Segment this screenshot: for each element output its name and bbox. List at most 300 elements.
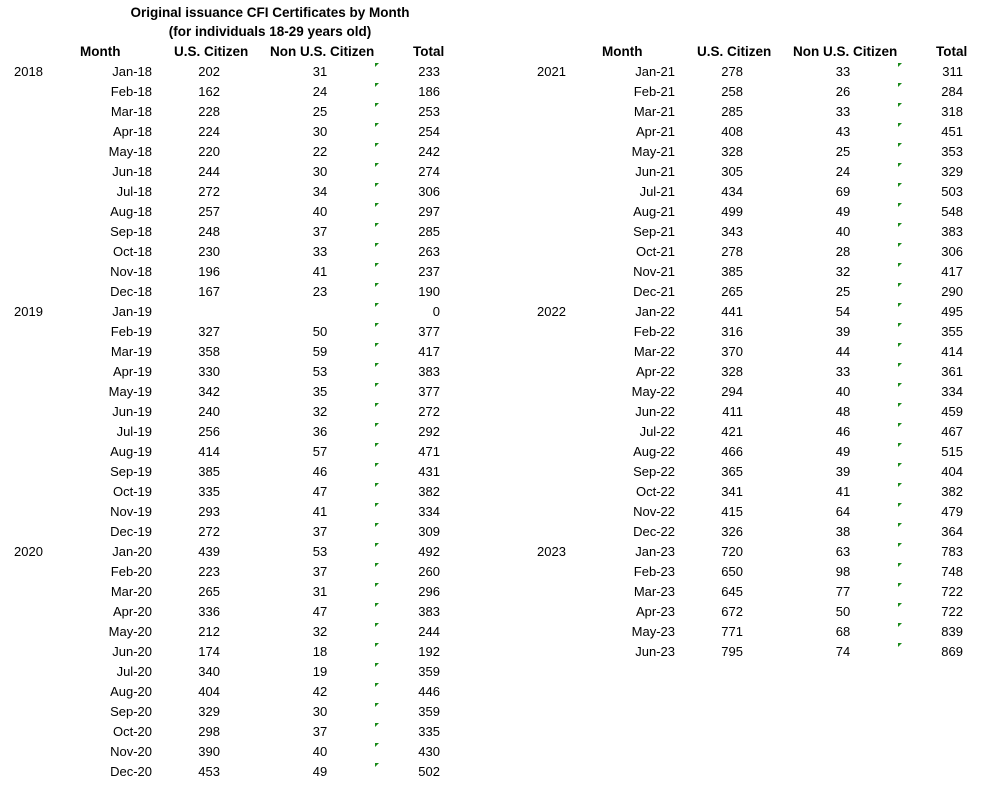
non-us-citizen-cell: 43 bbox=[835, 124, 851, 139]
non-us-citizen-cell: 25 bbox=[835, 284, 851, 299]
month-cell: May-21 bbox=[631, 144, 675, 159]
total-cell: 318 bbox=[941, 104, 963, 119]
cell-indicator-icon bbox=[375, 423, 379, 427]
cell-indicator-icon bbox=[375, 703, 379, 707]
non-us-citizen-cell: 36 bbox=[312, 424, 328, 439]
month-cell: Feb-20 bbox=[110, 564, 152, 579]
total-cell: 284 bbox=[941, 84, 963, 99]
month-cell: Apr-19 bbox=[112, 364, 152, 379]
us-citizen-cell: 294 bbox=[721, 384, 743, 399]
month-cell: Oct-22 bbox=[635, 484, 675, 499]
us-citizen-cell: 272 bbox=[198, 524, 220, 539]
total-cell: 329 bbox=[941, 164, 963, 179]
total-cell: 515 bbox=[941, 444, 963, 459]
us-citizen-cell: 434 bbox=[721, 184, 743, 199]
us-citizen-cell: 328 bbox=[721, 144, 743, 159]
month-cell: Jun-18 bbox=[112, 164, 152, 179]
month-cell: Dec-22 bbox=[633, 524, 675, 539]
total-cell: 417 bbox=[941, 264, 963, 279]
header-total: Total bbox=[413, 44, 445, 59]
non-us-citizen-cell: 68 bbox=[835, 624, 851, 639]
us-citizen-cell: 220 bbox=[198, 144, 220, 159]
total-cell: 471 bbox=[418, 444, 440, 459]
total-cell: 311 bbox=[942, 64, 963, 79]
total-cell: 459 bbox=[941, 404, 963, 419]
cell-indicator-icon bbox=[375, 83, 379, 87]
us-citizen-cell: 358 bbox=[198, 344, 220, 359]
month-cell: Feb-19 bbox=[110, 324, 152, 339]
month-cell: Aug-20 bbox=[110, 684, 152, 699]
total-cell: 446 bbox=[418, 684, 440, 699]
total-cell: 335 bbox=[418, 724, 440, 739]
us-citizen-cell: 390 bbox=[198, 744, 220, 759]
us-citizen-cell: 326 bbox=[721, 524, 743, 539]
total-cell: 359 bbox=[418, 664, 440, 679]
us-citizen-cell: 341 bbox=[721, 484, 743, 499]
cell-indicator-icon bbox=[375, 683, 379, 687]
cell-indicator-icon bbox=[898, 323, 902, 327]
non-us-citizen-cell: 49 bbox=[312, 764, 328, 779]
cell-indicator-icon bbox=[898, 503, 902, 507]
total-cell: 192 bbox=[418, 644, 440, 659]
month-cell: Jun-23 bbox=[635, 644, 675, 659]
month-cell: Jan-21 bbox=[635, 64, 675, 79]
total-cell: 260 bbox=[418, 564, 440, 579]
us-citizen-cell: 421 bbox=[721, 424, 743, 439]
cell-indicator-icon bbox=[375, 63, 379, 67]
us-citizen-cell: 650 bbox=[721, 564, 743, 579]
month-cell: Nov-19 bbox=[110, 504, 152, 519]
month-cell: Jul-19 bbox=[116, 424, 152, 439]
cell-indicator-icon bbox=[375, 483, 379, 487]
total-cell: 334 bbox=[941, 384, 963, 399]
non-us-citizen-cell: 50 bbox=[312, 324, 328, 339]
us-citizen-cell: 162 bbox=[198, 84, 220, 99]
us-citizen-cell: 672 bbox=[721, 604, 743, 619]
cell-indicator-icon bbox=[898, 63, 902, 67]
us-citizen-cell: 329 bbox=[198, 704, 220, 719]
us-citizen-cell: 771 bbox=[721, 624, 743, 639]
month-cell: Nov-18 bbox=[110, 264, 152, 279]
year-label: 2021 bbox=[537, 64, 566, 79]
non-us-citizen-cell: 23 bbox=[312, 284, 328, 299]
month-cell: Dec-19 bbox=[110, 524, 152, 539]
us-citizen-cell: 370 bbox=[721, 344, 743, 359]
total-cell: 359 bbox=[418, 704, 440, 719]
month-cell: Mar-19 bbox=[110, 344, 152, 359]
us-citizen-cell: 453 bbox=[198, 764, 220, 779]
header-total: Total bbox=[936, 44, 968, 59]
header-us-citizen: U.S. Citizen bbox=[174, 44, 249, 59]
cell-indicator-icon bbox=[375, 503, 379, 507]
us-citizen-cell: 328 bbox=[721, 364, 743, 379]
cell-indicator-icon bbox=[898, 163, 902, 167]
non-us-citizen-cell: 30 bbox=[312, 124, 328, 139]
us-citizen-cell: 278 bbox=[721, 64, 743, 79]
month-cell: Nov-20 bbox=[110, 744, 152, 759]
us-citizen-cell: 258 bbox=[721, 84, 743, 99]
cell-indicator-icon bbox=[375, 623, 379, 627]
us-citizen-cell: 441 bbox=[721, 304, 743, 319]
non-us-citizen-cell: 32 bbox=[835, 264, 851, 279]
year-label: 2023 bbox=[537, 544, 566, 559]
cell-indicator-icon bbox=[375, 143, 379, 147]
cell-indicator-icon bbox=[898, 483, 902, 487]
month-cell: Oct-21 bbox=[635, 244, 675, 259]
non-us-citizen-cell: 47 bbox=[312, 604, 328, 619]
cell-indicator-icon bbox=[898, 443, 902, 447]
cell-indicator-icon bbox=[898, 83, 902, 87]
non-us-citizen-cell: 31 bbox=[312, 64, 328, 79]
month-cell: Apr-20 bbox=[112, 604, 152, 619]
cell-indicator-icon bbox=[375, 643, 379, 647]
us-citizen-cell: 415 bbox=[721, 504, 743, 519]
month-cell: Oct-19 bbox=[112, 484, 152, 499]
cell-indicator-icon bbox=[898, 103, 902, 107]
total-cell: 297 bbox=[418, 204, 440, 219]
non-us-citizen-cell: 53 bbox=[312, 364, 328, 379]
cell-indicator-icon bbox=[898, 223, 902, 227]
total-cell: 748 bbox=[941, 564, 963, 579]
non-us-citizen-cell: 46 bbox=[312, 464, 328, 479]
cell-indicator-icon bbox=[375, 443, 379, 447]
us-citizen-cell: 265 bbox=[721, 284, 743, 299]
us-citizen-cell: 720 bbox=[721, 544, 743, 559]
non-us-citizen-cell: 57 bbox=[312, 444, 328, 459]
us-citizen-cell: 385 bbox=[721, 264, 743, 279]
non-us-citizen-cell: 32 bbox=[312, 624, 328, 639]
total-cell: 382 bbox=[941, 484, 963, 499]
month-cell: Apr-18 bbox=[112, 124, 152, 139]
cell-indicator-icon bbox=[375, 243, 379, 247]
total-cell: 722 bbox=[941, 604, 963, 619]
month-cell: Dec-21 bbox=[633, 284, 675, 299]
month-cell: Jun-19 bbox=[112, 404, 152, 419]
month-cell: Jun-21 bbox=[635, 164, 675, 179]
us-citizen-cell: 244 bbox=[198, 164, 220, 179]
us-citizen-cell: 265 bbox=[198, 584, 220, 599]
month-cell: Jan-19 bbox=[112, 304, 152, 319]
cell-indicator-icon bbox=[375, 563, 379, 567]
us-citizen-cell: 439 bbox=[198, 544, 220, 559]
total-cell: 783 bbox=[941, 544, 963, 559]
month-cell: Nov-21 bbox=[633, 264, 675, 279]
non-us-citizen-cell: 37 bbox=[312, 724, 328, 739]
month-cell: Dec-18 bbox=[110, 284, 152, 299]
non-us-citizen-cell: 33 bbox=[835, 64, 851, 79]
us-citizen-cell: 330 bbox=[198, 364, 220, 379]
us-citizen-cell: 196 bbox=[198, 264, 220, 279]
cell-indicator-icon bbox=[375, 363, 379, 367]
non-us-citizen-cell: 33 bbox=[312, 244, 328, 259]
total-cell: 502 bbox=[418, 764, 440, 779]
month-cell: Apr-21 bbox=[635, 124, 675, 139]
us-citizen-cell: 645 bbox=[721, 584, 743, 599]
month-cell: Jul-20 bbox=[116, 664, 152, 679]
total-cell: 430 bbox=[418, 744, 440, 759]
total-cell: 479 bbox=[941, 504, 963, 519]
non-us-citizen-cell: 49 bbox=[835, 204, 851, 219]
total-cell: 382 bbox=[418, 484, 440, 499]
cell-indicator-icon bbox=[375, 183, 379, 187]
total-cell: 377 bbox=[418, 324, 440, 339]
total-cell: 272 bbox=[418, 404, 440, 419]
non-us-citizen-cell bbox=[290, 302, 350, 322]
non-us-citizen-cell: 44 bbox=[835, 344, 851, 359]
us-citizen-cell: 499 bbox=[721, 204, 743, 219]
non-us-citizen-cell: 24 bbox=[835, 164, 851, 179]
non-us-citizen-cell: 46 bbox=[835, 424, 851, 439]
non-us-citizen-cell: 40 bbox=[835, 224, 851, 239]
cell-indicator-icon bbox=[375, 543, 379, 547]
total-cell: 383 bbox=[418, 604, 440, 619]
non-us-citizen-cell: 49 bbox=[835, 444, 851, 459]
total-cell: 296 bbox=[418, 584, 440, 599]
us-citizen-cell: 305 bbox=[721, 164, 743, 179]
cell-indicator-icon bbox=[898, 563, 902, 567]
non-us-citizen-cell: 39 bbox=[835, 464, 851, 479]
month-cell: Apr-23 bbox=[635, 604, 675, 619]
month-cell: May-20 bbox=[108, 624, 152, 639]
non-us-citizen-cell: 64 bbox=[835, 504, 851, 519]
cell-indicator-icon bbox=[898, 343, 902, 347]
total-cell: 451 bbox=[941, 124, 963, 139]
header-month: Month bbox=[80, 44, 121, 59]
cell-indicator-icon bbox=[375, 303, 379, 307]
us-citizen-cell: 174 bbox=[198, 644, 220, 659]
non-us-citizen-cell: 25 bbox=[312, 104, 328, 119]
us-citizen-cell: 411 bbox=[722, 404, 743, 419]
total-cell: 253 bbox=[418, 104, 440, 119]
non-us-citizen-cell: 19 bbox=[312, 664, 328, 679]
us-citizen-cell: 414 bbox=[198, 444, 220, 459]
month-cell: Feb-21 bbox=[633, 84, 675, 99]
total-cell: 417 bbox=[418, 344, 440, 359]
us-citizen-cell: 336 bbox=[198, 604, 220, 619]
cell-indicator-icon bbox=[898, 243, 902, 247]
total-cell: 237 bbox=[418, 264, 440, 279]
us-citizen-cell: 272 bbox=[198, 184, 220, 199]
month-cell: Sep-21 bbox=[633, 224, 675, 239]
cell-indicator-icon bbox=[898, 123, 902, 127]
us-citizen-cell: 466 bbox=[721, 444, 743, 459]
us-citizen-cell: 342 bbox=[198, 384, 220, 399]
cell-indicator-icon bbox=[375, 663, 379, 667]
month-cell: Mar-23 bbox=[633, 584, 675, 599]
non-us-citizen-cell: 37 bbox=[312, 224, 328, 239]
month-cell: Feb-23 bbox=[633, 564, 675, 579]
total-cell: 353 bbox=[941, 144, 963, 159]
non-us-citizen-cell: 35 bbox=[312, 384, 328, 399]
us-citizen-cell: 167 bbox=[198, 284, 220, 299]
total-cell: 361 bbox=[941, 364, 963, 379]
us-citizen-cell: 298 bbox=[198, 724, 220, 739]
total-cell: 414 bbox=[941, 344, 963, 359]
us-citizen-cell: 257 bbox=[198, 204, 220, 219]
month-cell: Aug-18 bbox=[110, 204, 152, 219]
month-cell: Dec-20 bbox=[110, 764, 152, 779]
month-cell: Mar-20 bbox=[110, 584, 152, 599]
non-us-citizen-cell: 59 bbox=[312, 344, 328, 359]
us-citizen-cell: 293 bbox=[198, 504, 220, 519]
non-us-citizen-cell: 30 bbox=[312, 164, 328, 179]
total-cell: 383 bbox=[418, 364, 440, 379]
total-cell: 495 bbox=[941, 304, 963, 319]
cell-indicator-icon bbox=[375, 723, 379, 727]
header-month: Month bbox=[602, 44, 643, 59]
total-cell: 290 bbox=[941, 284, 963, 299]
year-label: 2018 bbox=[14, 64, 43, 79]
total-cell: 404 bbox=[941, 464, 963, 479]
cell-indicator-icon bbox=[898, 203, 902, 207]
us-citizen-cell: 795 bbox=[721, 644, 743, 659]
cell-indicator-icon bbox=[375, 343, 379, 347]
cell-indicator-icon bbox=[898, 183, 902, 187]
cell-indicator-icon bbox=[898, 303, 902, 307]
month-cell: Feb-22 bbox=[633, 324, 675, 339]
us-citizen-cell: 230 bbox=[198, 244, 220, 259]
non-us-citizen-cell: 47 bbox=[312, 484, 328, 499]
non-us-citizen-cell: 25 bbox=[835, 144, 851, 159]
cell-indicator-icon bbox=[898, 623, 902, 627]
total-cell: 254 bbox=[418, 124, 440, 139]
total-cell: 869 bbox=[941, 644, 963, 659]
us-citizen-cell: 343 bbox=[721, 224, 743, 239]
cell-indicator-icon bbox=[375, 163, 379, 167]
cell-indicator-icon bbox=[898, 383, 902, 387]
cell-indicator-icon bbox=[898, 283, 902, 287]
us-citizen-cell: 316 bbox=[721, 324, 743, 339]
month-cell: Oct-20 bbox=[112, 724, 152, 739]
total-cell: 722 bbox=[941, 584, 963, 599]
us-citizen-cell: 404 bbox=[198, 684, 220, 699]
total-cell: 355 bbox=[941, 324, 963, 339]
non-us-citizen-cell: 77 bbox=[835, 584, 851, 599]
cell-indicator-icon bbox=[375, 103, 379, 107]
cell-indicator-icon bbox=[375, 463, 379, 467]
non-us-citizen-cell: 22 bbox=[312, 144, 328, 159]
cell-indicator-icon bbox=[375, 323, 379, 327]
non-us-citizen-cell: 34 bbox=[312, 184, 328, 199]
cell-indicator-icon bbox=[898, 363, 902, 367]
total-cell: 383 bbox=[941, 224, 963, 239]
total-cell: 839 bbox=[941, 624, 963, 639]
us-citizen-cell: 278 bbox=[721, 244, 743, 259]
non-us-citizen-cell: 48 bbox=[835, 404, 851, 419]
cell-indicator-icon bbox=[375, 383, 379, 387]
month-cell: Mar-22 bbox=[633, 344, 675, 359]
cell-indicator-icon bbox=[898, 143, 902, 147]
month-cell: Jul-22 bbox=[639, 424, 675, 439]
us-citizen-cell: 285 bbox=[721, 104, 743, 119]
month-cell: Jan-23 bbox=[635, 544, 675, 559]
non-us-citizen-cell: 32 bbox=[312, 404, 328, 419]
total-cell: 306 bbox=[418, 184, 440, 199]
cell-indicator-icon bbox=[898, 403, 902, 407]
non-us-citizen-cell: 50 bbox=[835, 604, 851, 619]
total-cell: 431 bbox=[418, 464, 440, 479]
total-cell: 309 bbox=[418, 524, 440, 539]
month-cell: Jun-22 bbox=[635, 404, 675, 419]
non-us-citizen-cell: 63 bbox=[835, 544, 851, 559]
total-cell: 292 bbox=[418, 424, 440, 439]
month-cell: Jan-18 bbox=[112, 64, 152, 79]
month-cell: Sep-22 bbox=[633, 464, 675, 479]
month-cell: May-18 bbox=[108, 144, 152, 159]
total-cell: 492 bbox=[418, 544, 440, 559]
cell-indicator-icon bbox=[375, 743, 379, 747]
us-citizen-cell: 228 bbox=[198, 104, 220, 119]
non-us-citizen-cell: 41 bbox=[835, 484, 851, 499]
cell-indicator-icon bbox=[375, 583, 379, 587]
header-us-citizen: U.S. Citizen bbox=[697, 44, 772, 59]
month-cell: Mar-18 bbox=[110, 104, 152, 119]
non-us-citizen-cell: 40 bbox=[312, 744, 328, 759]
cell-indicator-icon bbox=[898, 583, 902, 587]
cell-indicator-icon bbox=[898, 423, 902, 427]
month-cell: Jan-22 bbox=[635, 304, 675, 319]
us-citizen-cell: 240 bbox=[198, 404, 220, 419]
cell-indicator-icon bbox=[898, 603, 902, 607]
month-cell: Nov-22 bbox=[633, 504, 675, 519]
non-us-citizen-cell: 28 bbox=[835, 244, 851, 259]
month-cell: Jun-20 bbox=[112, 644, 152, 659]
header-non-us-citizen: Non U.S. Citizen bbox=[793, 44, 898, 59]
total-cell: 244 bbox=[418, 624, 440, 639]
us-citizen-cell: 408 bbox=[721, 124, 743, 139]
non-us-citizen-cell: 33 bbox=[835, 364, 851, 379]
title-line-2: (for individuals 18-29 years old) bbox=[168, 24, 372, 39]
month-cell: Jan-20 bbox=[112, 544, 152, 559]
cell-indicator-icon bbox=[375, 263, 379, 267]
non-us-citizen-cell: 37 bbox=[312, 564, 328, 579]
non-us-citizen-cell: 38 bbox=[835, 524, 851, 539]
month-cell: May-22 bbox=[631, 384, 675, 399]
us-citizen-cell: 385 bbox=[198, 464, 220, 479]
year-label: 2022 bbox=[537, 304, 566, 319]
non-us-citizen-cell: 42 bbox=[312, 684, 328, 699]
cell-indicator-icon bbox=[375, 123, 379, 127]
non-us-citizen-cell: 98 bbox=[835, 564, 851, 579]
non-us-citizen-cell: 53 bbox=[312, 544, 328, 559]
total-cell: 503 bbox=[941, 184, 963, 199]
non-us-citizen-cell: 54 bbox=[835, 304, 851, 319]
non-us-citizen-cell: 40 bbox=[835, 384, 851, 399]
us-citizen-cell: 212 bbox=[198, 624, 220, 639]
total-cell: 334 bbox=[418, 504, 440, 519]
non-us-citizen-cell: 37 bbox=[312, 524, 328, 539]
us-citizen-cell: 340 bbox=[198, 664, 220, 679]
us-citizen-cell: 335 bbox=[198, 484, 220, 499]
non-us-citizen-cell: 39 bbox=[835, 324, 851, 339]
month-cell: Feb-18 bbox=[110, 84, 152, 99]
us-citizen-cell: 248 bbox=[198, 224, 220, 239]
cell-indicator-icon bbox=[375, 763, 379, 767]
non-us-citizen-cell: 30 bbox=[312, 704, 328, 719]
non-us-citizen-cell: 18 bbox=[312, 644, 328, 659]
month-cell: Oct-18 bbox=[112, 244, 152, 259]
non-us-citizen-cell: 40 bbox=[312, 204, 328, 219]
cell-indicator-icon bbox=[375, 223, 379, 227]
year-label: 2020 bbox=[14, 544, 43, 559]
cell-indicator-icon bbox=[898, 263, 902, 267]
total-cell: 274 bbox=[418, 164, 440, 179]
total-cell: 190 bbox=[418, 284, 440, 299]
total-cell: 377 bbox=[418, 384, 440, 399]
year-label: 2019 bbox=[14, 304, 43, 319]
non-us-citizen-cell: 69 bbox=[835, 184, 851, 199]
us-citizen-cell bbox=[160, 302, 220, 322]
